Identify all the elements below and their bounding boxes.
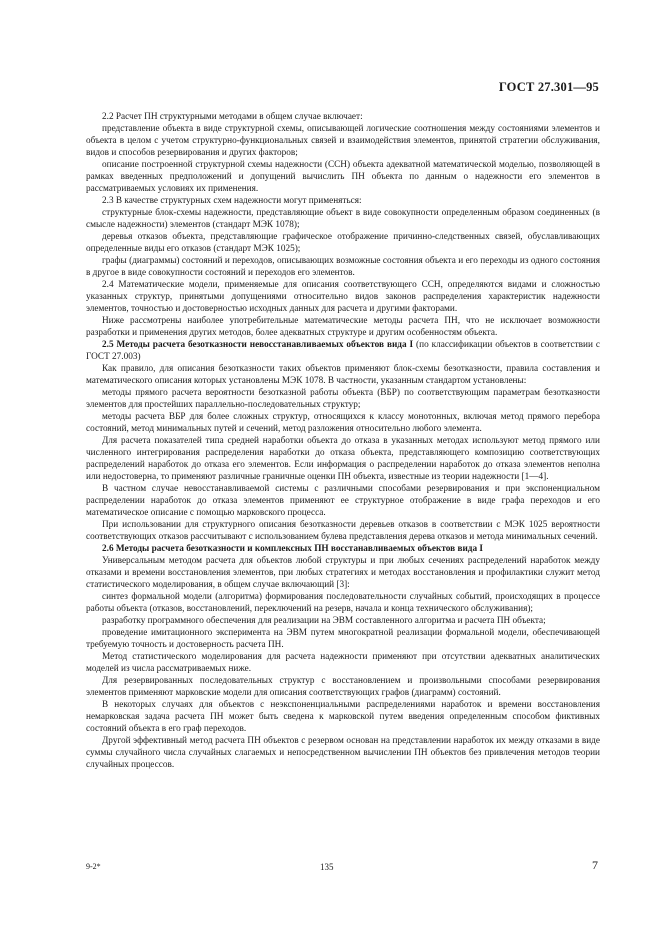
paragraph-text: представление объекта в виде структурной схемы, описывающей логические соотношения между состояниями элементов и объекта в целом с учетом структурно-функциональных связей и взаимодействия элементов, принятой стратегии обслуживания, видов и способов резервирования и других факторов;	[86, 124, 600, 158]
paragraph	[86, 483, 600, 519]
standard-header: ГОСТ 27.301—95	[498, 80, 599, 94]
paragraph	[86, 207, 600, 231]
section-heading: 2.5 Методы расчета безотказности невосстанавливаемых объектов вида I	[102, 340, 414, 350]
paragraph-text: синтез формальной модели (алгоритма) формирования последовательности случайных событий, происходящих в процессе работы объекта (отказов, восстановлений, переключений на резерв, начала и конца технического обслуживания);	[86, 592, 600, 614]
paragraph-text: В некоторых случаях для объектов с неэкспоненциальными распределениями наработок и времени восстановления немарковская задача расчета ПН может быть сведена к марковской путем введения определенным способом фиктивных состояний объекта в его граф переходов.	[86, 700, 600, 734]
paragraph-text: Для расчета показателей типа средней наработки объекта до отказа в указанных методах используют метод прямого или численного интегрирования распределения наработки до отказа объекта, представляющего композицию соответствующих распределений наработок до отказа его элементов. Если информация о распределении наработок до отказа элементов неполна или недостоверна, то применяют различные граничные оценки ПН объекта, известные из теории надежности [1—4].	[86, 436, 600, 482]
paragraph-text: В частном случае невосстанавливаемой системы с различными способами резервирования и при экспоненциальном распределении наработок до отказа элементов применяют ее структурное отображение в виде графа переходов и его математическое описание с помощью марковского процесса.	[86, 484, 600, 518]
paragraph	[86, 255, 600, 279]
paragraph	[86, 411, 600, 435]
paragraph	[86, 231, 600, 255]
paragraph	[86, 591, 600, 615]
paragraph-text: Другой эффективный метод расчета ПН объектов с резервом основан на представлении наработок их между отказами в виде суммы случайного числа случайных слагаемых и непосредственном вычислении ПН объектов без привлечения методов теории случайных процессов.	[86, 736, 600, 770]
paragraph-text: Для резервированных последовательных структур с восстановлением и произвольными способами резервирования элементов применяют марковские модели для описания соответствующих графов (диаграмм) состояний.	[86, 676, 600, 698]
document-body	[86, 111, 600, 771]
paragraph	[86, 279, 600, 315]
paragraph-text: 2.4 Математические модели, применяемые для описания соответствующего ССН, определяются видами и сложностью указанных структур, принятыми допущениями относительно видов законов распределения характеристик надежности элементов, точностью и достоверностью исходных данных для расчета и другими факторами.	[86, 280, 600, 314]
paragraph	[86, 315, 600, 339]
paragraph-text: 2.3 В качестве структурных схем надежности могут применяться:	[102, 196, 362, 206]
signature-mark: 9-2*	[86, 862, 101, 871]
paragraph-text: графы (диаграммы) состояний и переходов, описывающих возможные состояния объекта и его переходы из одного состояния в другое в виде совокупности состояний и переходов его элементов.	[86, 256, 600, 278]
paragraph-text: проведение имитационного эксперимента на ЭВМ путем многократной реализации формальной модели, обеспечивающей требуемую точность и достоверность расчета ПН.	[86, 628, 600, 650]
paragraph	[86, 615, 600, 627]
paragraph	[86, 519, 600, 543]
paragraph	[86, 627, 600, 651]
paragraph	[86, 111, 600, 123]
paragraph	[86, 123, 600, 159]
page-footer	[0, 860, 661, 876]
section-heading: 2.6 Методы расчета безотказности и комплексных ПН восстанавливаемых объектов вида I	[102, 544, 484, 554]
paragraph	[86, 675, 600, 699]
paragraph-text: описание построенной структурной схемы надежности (ССН) объекта адекватной математической моделью, позволяющей в рамках введенных предположений и допущений вычислить ПН объекта по данным о надежности его элементов в рассматриваемых условиях их применения.	[86, 160, 600, 194]
paragraph-text: Ниже рассмотрены наиболее употребительные математические методы расчета ПН, что не исключает возможности разработки и применения других методов, более адекватных структуре и другим особенностям объекта.	[86, 316, 600, 338]
paragraph	[86, 363, 600, 387]
paragraph-text: (по классификации объектов в соответствии с ГОСТ 27.003)	[86, 340, 600, 362]
paragraph-text: При использовании для структурного описания безотказности деревьев отказов в соответствии с МЭК 1025 вероятности соответствующих отказов рассчитывают с использованием булева представления дерева отказов и метода минимальных сечений.	[86, 520, 600, 542]
paragraph	[86, 735, 600, 771]
page-number-center: 135	[320, 862, 334, 872]
paragraph-text: 2.2 Расчет ПН структурными методами в общем случае включает:	[102, 112, 363, 122]
paragraph	[86, 543, 600, 555]
paragraph-text: Универсальным методом расчета для объектов любой структуры и при любых сечениях распределений наработок между отказами и времени восстановления элементов, при любых стратегиях и методах восстановления и профилактики служит метод статистического моделирования, в общем случае включающий [3]:	[86, 556, 600, 590]
paragraph	[86, 387, 600, 411]
paragraph	[86, 159, 600, 195]
page-number-right: 7	[592, 858, 598, 872]
paragraph-text: разработку программного обеспечения для реализации на ЭВМ составленного алгоритма и расчета ПН объекта;	[102, 616, 546, 626]
paragraph	[86, 435, 600, 483]
paragraph	[86, 195, 600, 207]
paragraph-text: структурные блок-схемы надежности, представляющие объект в виде совокупности определенным образом соединенных (в смысле надежности) элементов (стандарт МЭК 1078);	[86, 208, 600, 230]
paragraph-text: Метод статистического моделирования для расчета надежности применяют при отсутствии адекватных аналитических моделей из числа рассматриваемых ниже.	[86, 652, 600, 674]
paragraph-text: Как правило, для описания безотказности таких объектов применяют блок-схемы безотказности, правила составления и математического описания которых установлены МЭК 1078. В частности, указанным стандартом установлены:	[86, 364, 600, 386]
paragraph	[86, 699, 600, 735]
paragraph-text: методы расчета ВБР для более сложных структур, относящихся к классу монотонных, включая метод прямого перебора состояний, метод минимальных путей и сечений, метод разложения относительно любого элемента.	[86, 412, 600, 434]
paragraph-text: деревья отказов объекта, представляющие графическое отображение причинно-следственных связей, обуславливающих определенные виды его отказов (стандарт МЭК 1025);	[86, 232, 600, 254]
paragraph	[86, 555, 600, 591]
paragraph	[86, 339, 600, 363]
paragraph	[86, 651, 600, 675]
paragraph-text: методы прямого расчета вероятности безотказной работы объекта (ВБР) по соответствующим параметрам безотказности элементов для простейших параллельно-последовательных структур;	[86, 388, 600, 410]
